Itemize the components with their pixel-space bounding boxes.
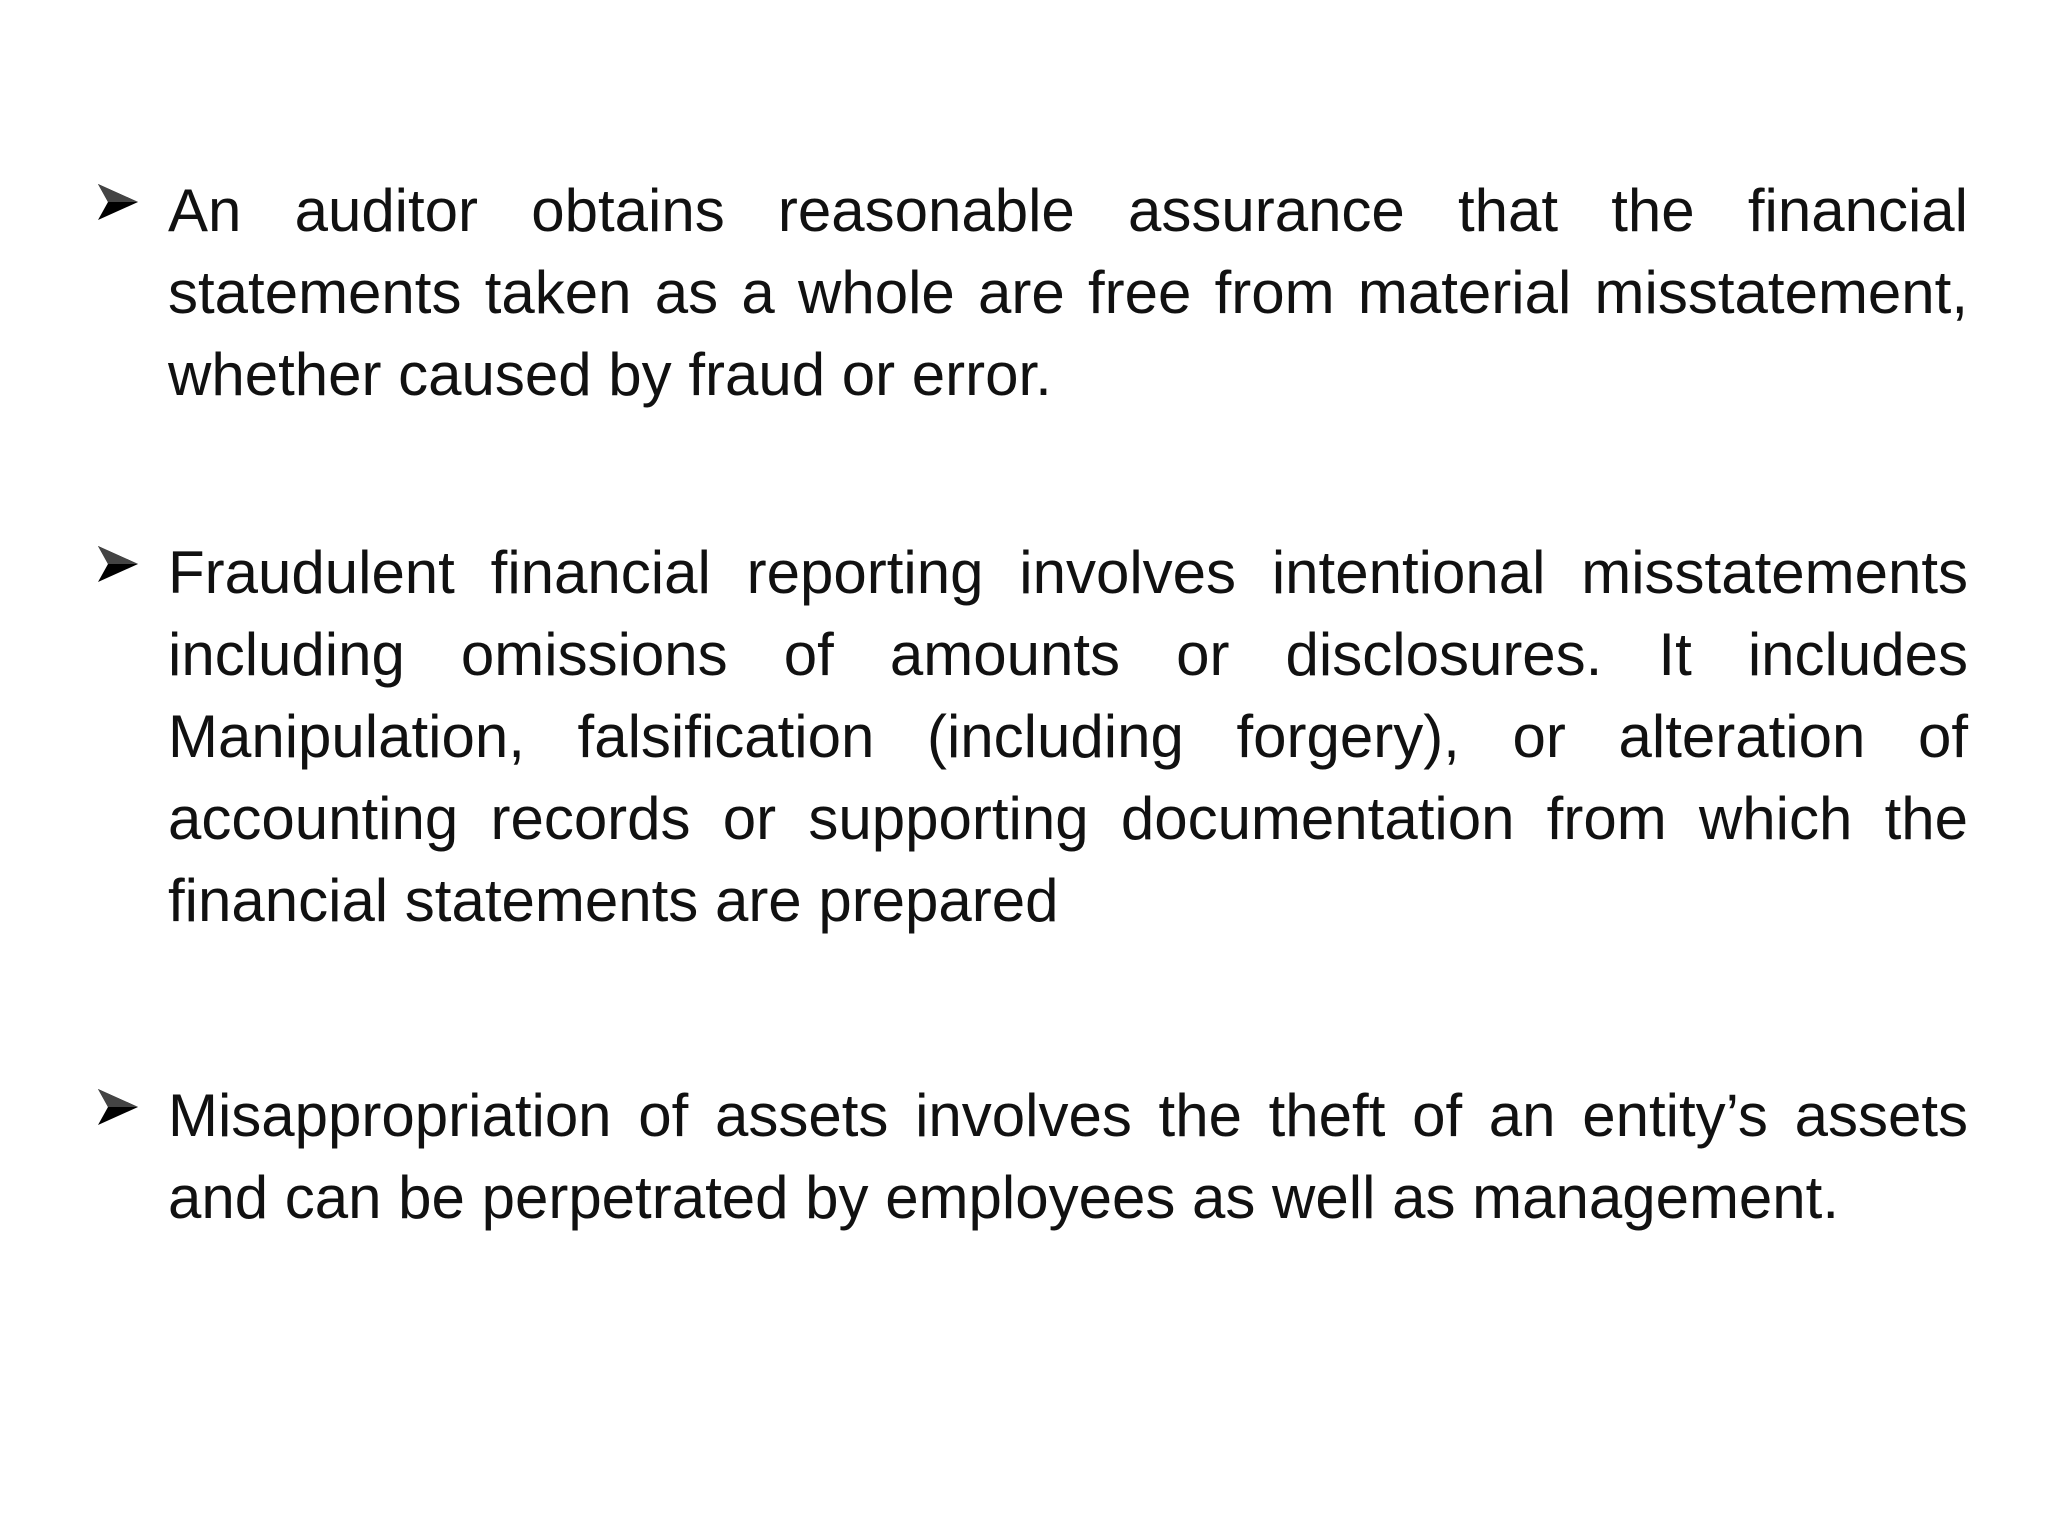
bullet-item — [96, 170, 1976, 416]
bullet-text: Fraudulent financial reporting involves intentional misstatements including omissions of amounts or disclosures. It includes Manipulation, falsification (including forgery), or alteration of accounting records or supporting documentation from which the financial statements are prepared — [168, 539, 1968, 934]
bullet-item — [96, 532, 1976, 942]
arrowhead-bullet-icon — [96, 180, 140, 224]
arrowhead-bullet-icon — [96, 542, 140, 586]
bullet-item — [96, 1075, 1976, 1239]
bullet-text: An auditor obtains reasonable assurance that the financial statements taken as a whole are free from material misstatement, whether caused by fraud or error. — [168, 177, 1968, 408]
bullet-text: Misappropriation of assets involves the theft of an entity’s assets and can be perpetrated by employees as well as management. — [168, 1082, 1968, 1231]
arrowhead-bullet-icon — [96, 1085, 140, 1129]
